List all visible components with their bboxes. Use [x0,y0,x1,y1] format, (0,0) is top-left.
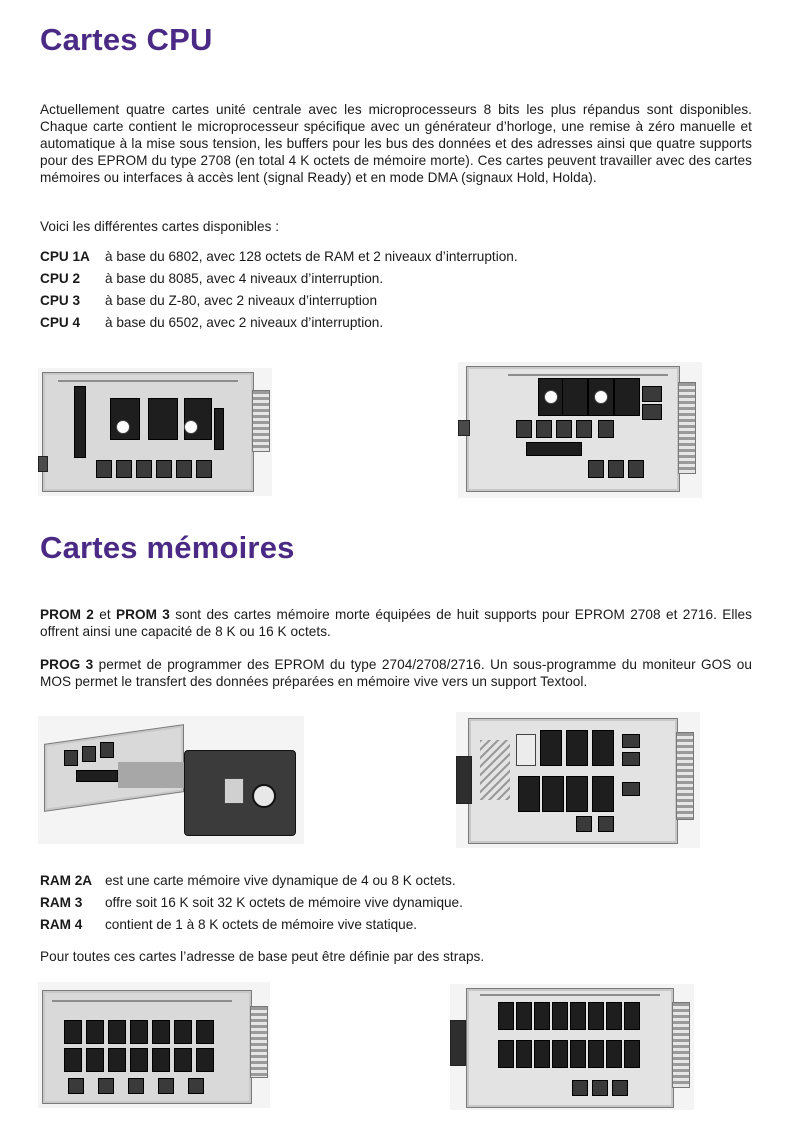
card-name: CPU 4 [40,315,81,330]
list-item [40,870,463,892]
card-description: à base du 6802, avec 128 octets de RAM et 2 niveaux d’interruption. [105,249,518,264]
card-name: PROM 2 [40,607,94,622]
list-item [40,268,518,290]
card-name: CPU 3 [40,293,81,308]
conjunction: et [93,607,116,622]
card-description: est une carte mémoire vive dynamique de 4 ou 8 K octets. [105,873,456,888]
card-name: PROG 3 [40,657,94,672]
cpu-board-photo-right [458,362,702,498]
list-item [40,246,518,268]
prog-board-photo [38,716,304,844]
prom-board-photo [456,712,700,848]
straps-note: Pour toutes ces cartes l’adresse de base peut être définie par des straps. [40,949,485,964]
card-description: à base du Z-80, avec 2 niveaux d’interruption [105,293,378,308]
cpu-board-photo-left [38,368,272,496]
cpu-intro-paragraph: Actuellement quatre cartes unité centrale avec les microprocesseurs 8 bits les plus répandus sont disponibles. Chaque carte contient le microprocesseur spécifique avec un générateur d’horloge, une remise à zéro manuelle et automatique à la mise sous tension, les buffers pour les bus des données et des adresses ainsi que quatre supports pour des EPROM du type 2708 (en total 4 K octets de mémoire morte). Ces cartes peuvent travailler avec des cartes mémoires ou interfaces à accès lent (signal Ready) et en mode DMA (signaux Hold, Holda). [40,102,752,185]
card-description: contient de 1 à 8 K octets de mémoire vive statique. [105,917,418,932]
heading-cartes-memoires: Cartes mémoires [40,530,295,565]
ram-card-list [40,870,463,936]
card-name: PROM 3 [116,607,170,622]
ram-board-photo-left [38,982,270,1108]
prom-description: sont des cartes mémoire morte équipées de huit supports pour EPROM 2708 et 2716. Elles offrent ainsi une capacité de 8 K ou 16 K octets. [40,607,753,639]
heading-cartes-cpu: Cartes CPU [40,22,213,57]
prom-paragraph [40,606,752,640]
card-description: à base du 6502, avec 2 niveaux d’interruption. [105,315,384,330]
cpu-card-list [40,246,518,334]
list-item [40,892,463,914]
card-name: RAM 3 [40,895,83,910]
prog-paragraph [40,656,752,690]
card-name: RAM 2A [40,873,93,888]
card-description: à base du 8085, avec 4 niveaux d’interruption. [105,271,384,286]
card-name: CPU 2 [40,271,81,286]
list-item [40,312,518,334]
card-name: RAM 4 [40,917,83,932]
card-name: CPU 1A [40,249,90,264]
list-item [40,290,518,312]
cpu-list-intro: Voici les différentes cartes disponibles : [40,219,280,234]
card-description: offre soit 16 K soit 32 K octets de mémoire vive dynamique. [105,895,463,910]
prog-description: permet de programmer des EPROM du type 2704/2708/2716. Un sous-programme du moniteur GOS ou MOS permet le transfert des données préparées en mémoire vive vers un support Textool. [40,657,753,689]
ram-board-photo-right [450,984,694,1110]
list-item [40,914,463,936]
